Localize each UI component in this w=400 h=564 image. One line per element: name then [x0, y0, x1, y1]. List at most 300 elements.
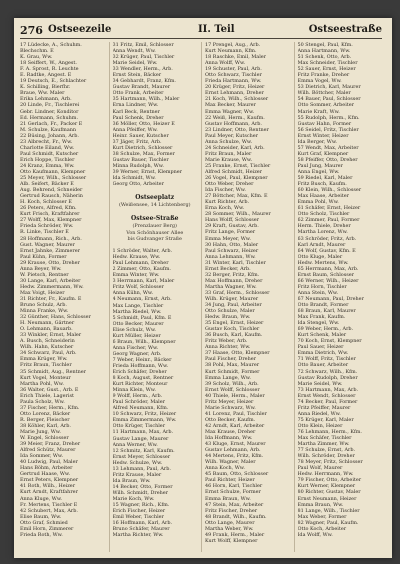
directory-line: 4 Neumann, Ernst, Arb.: [112, 296, 172, 303]
directory-line: 31 Richter, Fr., Kaufm. E: [20, 295, 82, 302]
directory-line: 18 Raschke, Emil, Maler: [205, 54, 267, 61]
directory-line: 30 Hahn, Otto, Maler: [205, 241, 259, 248]
directory-line: 37 Fischer, Herm., Kfm.: [20, 404, 80, 411]
directory-line: 36 Busch, Karl, Kaufm.: [205, 332, 263, 339]
directory-line: 18 Seiffert, W., Angest.: [20, 60, 77, 67]
directory-line: Wilh. Böttcher, Maler: [297, 90, 351, 97]
directory-line: 14 Becker, Otto, Former: [112, 483, 173, 490]
directory-line: Ernst Becker, Arb.: [205, 265, 251, 272]
directory-line: Otto Brandt, Former: [297, 302, 349, 309]
directory-line: Fritz Braun, Tischler: [20, 362, 72, 369]
directory-line: 17 Lüdecke, A., Schuhm.: [20, 42, 82, 48]
directory-line: 7 Weber, Heinr., Bäcker: [112, 356, 172, 363]
directory-line: Max Krause, Dreher: [205, 429, 256, 435]
directory-line: Ernst Peters, Klempner: [20, 477, 79, 484]
directory-line: Charlotte Eiland, Ww.: [20, 144, 75, 151]
directory-line: Otto Becker, Maurer: [112, 320, 164, 327]
directory-line: Kurt Richter, Arb.: [205, 199, 250, 206]
directory-line: 44 Mertens, Fritz, Kfm.: [205, 453, 264, 460]
directory-line: Max Hoffmann, Dreher: [205, 277, 263, 284]
directory-line: Elise Schulz, Ww.: [112, 326, 156, 333]
directory-line: Paul Lehmann, Dreher: [112, 260, 169, 267]
directory-line: Ida Wolff, Ww.: [297, 531, 333, 538]
directory-line: 61 Schäfer, Ernst, Heizer: [297, 205, 361, 212]
directory-line: 41 Lorenz, Paul, Tischler: [205, 410, 267, 417]
left-keyword: Ostseezeile: [48, 24, 112, 35]
directory-line: Paul Kühn, Former: [20, 253, 67, 260]
directory-line: Emma Winter, Ww.: [112, 272, 160, 279]
directory-line: Otto Schwarz, Tischler: [205, 72, 262, 79]
directory-line: Otto Krüger, Tischler: [112, 423, 166, 430]
directory-line: 38 Köhler, Karl, Arb.: [20, 422, 71, 429]
directory-line: Gust. Wagner, Maurer: [20, 241, 75, 248]
directory-line: 28 Sommer, Wilh., Maurer: [205, 211, 271, 218]
directory-line: Martha Pohl, Ww.: [20, 380, 64, 387]
directory-line: Paul Meyer, Kutscher: [205, 132, 259, 139]
directory-line: 48 Brandt, Wilh., Kaufm.: [205, 513, 267, 520]
directory-line: Emma Dietrich, Ww.: [297, 350, 349, 357]
directory-line: 1 Schröder, Walter, Arb.: [112, 248, 173, 255]
directory-line: Ernst Wendt, Schlosser: [297, 392, 356, 399]
directory-line: Minna Franke, Ww.: [20, 308, 69, 315]
directory-line: Bruno Schulz, Arb.: [20, 302, 67, 309]
directory-line: Paul Wolf, Maurer: [297, 465, 343, 472]
directory-line: 3 Herrmann, Karl, Maler: [112, 278, 175, 285]
directory-line: 25 Meyer, Wilh., Schlosser: [20, 175, 87, 182]
directory-line: Wilh. Schmidt, Dreher: [112, 489, 169, 496]
directory-line: 59 Riedel, Karl, Maler: [297, 175, 353, 182]
directory-line: Martha Zimmer, Ww.: [297, 441, 350, 448]
directory-line: Max Voigt, Heizer: [20, 289, 65, 296]
directory-line: Marie Kraft, Ww.: [297, 108, 340, 115]
directory-line: Fritz Fischer, Dreher: [205, 507, 258, 514]
directory-line: 72 Schwarz, Wilh., Kfm.: [297, 368, 358, 375]
directory-line: Anna Kluge, Ww.: [20, 495, 62, 502]
column-1: [20, 42, 105, 552]
directory-line: Minna Klein, Ww.: [112, 387, 156, 394]
directory-line: Frieda Roth, Ww.: [20, 531, 63, 538]
directory-line: 63 Schröder, Fritz, Arb.: [297, 235, 357, 242]
directory-line: Fritz Braun, Maler: [205, 150, 252, 157]
directory-line: 76 Lehmann, Herm., Kfm.: [297, 429, 362, 435]
directory-line: Georg Wagner, Arb.: [112, 350, 162, 357]
directory-line: Erich Thiele, Lagerist: [20, 392, 74, 399]
directory-line: Hedw. Mertens, Ww.: [297, 259, 349, 266]
directory-line: 31 Winter, Karl, Tischler: [205, 259, 266, 266]
directory-line: Paul Schröder, Maler: [112, 399, 165, 406]
directory-line: 74 Becker, Paul, Former: [297, 398, 358, 405]
directory-line: 5 Schmidt, Paul, Kfm. E: [112, 314, 172, 321]
directory-line: Anna Fischer, Ww.: [112, 344, 159, 351]
page-number: 276: [20, 24, 43, 37]
directory-line: Kurt Vogel, Monteur: [20, 374, 71, 381]
directory-line: Fritz Weber, Arb.: [205, 338, 248, 345]
directory-line: Anna Richter, Ww.: [205, 344, 251, 351]
directory-line: K. Schilling, Bierfhr.: [20, 84, 71, 91]
directory-line: bis Gudvanger Straße: [127, 235, 182, 242]
directory-line: Emil Weber, Tischler: [112, 514, 164, 521]
directory-line: Marie Seidel, Ww.: [297, 380, 343, 387]
directory-line: 17 Prengel, Aug., Arb.: [205, 42, 261, 48]
directory-line: 12 Schmitz, Karl, Kaufm.: [112, 447, 175, 454]
directory-line: Alfred Neumann, Kfm.: [112, 405, 169, 412]
directory-line: 75 Krüger, Karl, Maler: [297, 416, 354, 423]
directory-line: Herm. Thiele, Dreher: [297, 223, 351, 230]
directory-line: Minna Rudolph, Ww.: [112, 162, 164, 169]
directory-line: Fritz Meyer, Heizer: [205, 398, 254, 405]
directory-line: 58 Pfeiffer, Otto, Dreher: [297, 156, 358, 163]
directory-line: Marie Schwarz, Ww.: [205, 404, 256, 411]
directory-line: 37 Jäger, Fritz, Arb.: [112, 138, 162, 145]
directory-line: Anna Engel, Ww.: [297, 168, 340, 175]
directory-line: H. Koch, Schlosser E: [20, 199, 72, 206]
directory-line: 27 Böttcher, Max, Kfm. E: [205, 193, 268, 200]
directory-line: Wilh. Schröder, Dreher: [297, 453, 355, 460]
directory-line: 77 Schulze, Ernst, Arb.: [297, 447, 356, 454]
directory-line: 32 Krüger, Paul, Tischler: [112, 54, 175, 61]
directory-line: Martha Richter, Ww.: [112, 532, 164, 539]
directory-line: 55 Rudolph, Herm., Kfm.: [297, 114, 360, 121]
directory-line: 45 Baum, Otto, Schlosser: [205, 471, 269, 478]
directory-line: Gustav Hoffmann, Arb.: [205, 120, 262, 127]
directory-line: 66 Werner, Wilh., Heizer: [297, 277, 359, 284]
directory-line: Ida Stengel, Ww.: [297, 320, 340, 327]
directory-line: Blechschm. E: [20, 48, 54, 55]
directory-line: Erich Fischer, Heizer: [112, 508, 166, 515]
directory-line: Marie Koch, Ww.: [112, 496, 155, 502]
directory-line: 21 Koch, Wilh., Schlosser: [205, 96, 269, 103]
directory-line: Emma Vogel, Ww.: [297, 78, 342, 85]
directory-line: Ernst Jahnke, Zimmerer: [20, 247, 80, 254]
directory-line: Erika Lehmann, Arb.: [20, 96, 72, 103]
directory-line: Anna Pfeiffer, Ww.: [112, 126, 158, 133]
directory-line: Paul Sauer, Heizer: [297, 344, 344, 351]
directory-line: Marie Jung, Ww.: [20, 429, 61, 435]
directory-line: 42 Schubert, Max, Arb.: [20, 507, 78, 514]
directory-line: 24 Schneider, Karl, Arb.: [205, 144, 265, 151]
directory-line: Fritz Horn, Tischler: [297, 283, 347, 290]
directory-line: 29 Kraft, Gustav, Arb.: [205, 223, 259, 230]
directory-line: 23 Albrecht, Fr., Ww.: [20, 138, 73, 145]
directory-line: Ernst Meyer, Schlosser: [112, 453, 171, 460]
directory-line: 35 Schmidt, Aug., Rentner: [20, 368, 86, 375]
directory-line: Ernst Stein, Bäcker: [112, 72, 162, 79]
directory-line: Fritz Lange, Former: [205, 229, 256, 236]
directory-line: Anna Riedel, Ww.: [297, 410, 341, 417]
directory-line: Anna Stein, Ww.: [297, 289, 339, 296]
directory-line: Ida Sommer, Ww.: [20, 453, 64, 460]
directory-line: Paul Schmidt, Kutscher: [20, 150, 79, 157]
directory-line: Hedw. Herrmann, Ww.: [297, 471, 354, 478]
directory-line: 39 Meier, Franz, Dreher: [20, 441, 81, 448]
directory-line: Emma Braun, Ww.: [297, 501, 344, 508]
directory-line: Emma Braun, Ww.: [205, 495, 251, 502]
directory-line: Anna Koch, Ww.: [205, 465, 245, 472]
directory-line: 2 Zimmer, Otto, Kaufm.: [112, 266, 171, 273]
directory-line: 10 Schwarz, Fritz, Heizer: [112, 411, 177, 418]
directory-line: 28 Hoffmann, Rich., Arb.: [20, 235, 82, 242]
directory-line: Marie Seidel, Ww.: [112, 60, 158, 67]
directory-line: Emma Wagner, Ww.: [205, 108, 255, 115]
directory-line: 40 Thiele, Herm., Maler: [205, 392, 265, 399]
directory-line: Gertrud Haase, Ww.: [20, 471, 71, 478]
directory-line: Anna Hartmann, Ww.: [297, 48, 351, 55]
directory-line: Paul Schwarz, Heizer: [205, 247, 259, 254]
directory-line: 71 Wolff, Fritz, Tischler: [297, 356, 356, 363]
directory-line: (Weißensee, 14 Lichtenberg): [118, 202, 191, 209]
directory-line: 51 Schenk, Otto, Arb.: [297, 54, 352, 61]
directory-line: Elise Baum, Ww.: [20, 513, 62, 520]
directory-line: Karl Arndt, Maurer: [297, 241, 346, 248]
directory-line: R. Linke, Tischler E: [20, 229, 69, 236]
directory-line: 54 Bauer, Paul, Schlosser: [297, 96, 361, 103]
directory-line: Frieda Schröder, Ww.: [20, 223, 74, 230]
directory-line: 40 Ludwig, Paul, Maler: [20, 459, 78, 466]
directory-line: Emma Pohl, Ww.: [297, 199, 339, 206]
directory-line: 29 Krause, Otto, Dreher: [20, 259, 80, 266]
directory-line: 69 Weber, Herm., Arb.: [297, 326, 354, 333]
directory-line: 82 Wagner, Paul, Kaufm.: [297, 519, 359, 526]
directory-line: 52 Sauer, Ernst, Heizer: [297, 66, 356, 73]
directory-line: Gustav Lehmann, Arb.: [205, 447, 261, 454]
directory-line: 65 Herrmann, Max, Arb.: [297, 265, 359, 272]
directory-line: 73 Hartmann, Max, Arb.: [297, 386, 359, 393]
directory-line: Emil Horn, Zimmerer: [20, 525, 74, 532]
directory-line: 6 Braun, Wilh., Klempner: [112, 338, 176, 345]
directory-line: 81 Lange, Wilh., Tischler: [297, 507, 360, 514]
directory-line: E. Radtke, Angest. E: [20, 72, 72, 79]
directory-line: Otto Becker, Kaufm.: [205, 416, 256, 423]
directory-line: Anna Kühn, Ww.: [112, 290, 154, 297]
directory-line: 27 Wolff, Max, Klempner: [20, 217, 82, 224]
directory-line: 38 Schulze, Max, Former: [112, 150, 175, 157]
directory-line: 23 Lindner, Otto, Rentner: [205, 126, 269, 133]
directory-line: Emma Krüger, Ww.: [20, 356, 68, 363]
directory-line: Gertrud Rausch, Näherin: [20, 193, 83, 200]
directory-line: Emma Lange, Ww.: [205, 374, 251, 381]
directory-line: 35 Engel, Ernst, Heizer: [205, 320, 264, 327]
directory-line: 33 Wendler, Herm., Arb.: [112, 66, 173, 73]
directory-line: Erich Schäfer, Dreher: [112, 369, 167, 376]
directory-line: Gustav Brandt, Maurer: [112, 84, 171, 91]
directory-line: Martha Lorenz, Ww.: [297, 229, 348, 236]
directory-line: Kurt Frisch, Kraftfahrer: [20, 211, 80, 218]
directory-line: Alfred Schütz, Maurer: [20, 447, 76, 454]
directory-line: Otto Scholz, Tischler: [297, 211, 350, 218]
directory-line: Hans Wolff, Schlosser: [205, 217, 260, 224]
directory-line: Martha Wagner, Ww.: [205, 283, 257, 290]
directory-line: 34 Jung, Paul, Arbeiter: [205, 302, 262, 309]
directory-line: Heinr. Sauer, Kutscher: [112, 132, 169, 139]
directory-line: 32 Berger, Fritz, Kfm.: [205, 271, 260, 278]
directory-line: Otto Frank, Arbeiter: [112, 90, 164, 97]
directory-page: [14, 18, 392, 558]
directory-line: 39 Scholz, Wilh., Arb.: [205, 380, 259, 387]
directory-line: Karl Beck, Rentner: [112, 108, 160, 115]
directory-line: H. Neumann, Gärtner: [20, 320, 75, 327]
directory-line: 19 Deutsch, E., Schlachter: [20, 78, 87, 85]
directory-line: Anna Lehmann, Ww.: [205, 253, 256, 260]
directory-line: 50 Stengel, Paul, Kfm.: [297, 42, 353, 48]
directory-line: Paul Schenk, Dreher: [112, 114, 164, 121]
directory-line: 33 Graf, Herm., Schlosser: [205, 289, 270, 296]
directory-line: 15 Wagner, Rich., Kfm.: [112, 502, 170, 509]
directory-line: Erna Lindner, Ww.: [112, 102, 159, 109]
directory-line: Max Becker, Maurer: [205, 102, 256, 109]
column-3: [201, 42, 290, 552]
directory-line: Kurt Werner, Klempner: [297, 483, 356, 490]
directory-line: Gebr. Lindner, Konditor: [20, 108, 79, 115]
directory-line: Frieda Hoffmann, Ww.: [112, 362, 169, 369]
directory-line: Anna Wolff, Ww.: [205, 60, 246, 67]
directory-line: Gustav Lange, Maurer: [112, 435, 169, 442]
directory-line: Ida Schmidt, Ww.: [112, 175, 156, 182]
directory-line: Ida Fischer, Ww.: [205, 187, 246, 194]
directory-line: Alb. Seifert, Bäcker E: [20, 181, 74, 188]
directory-line: Ernst Wolff, Schlosser: [205, 386, 260, 393]
directory-line: 35 Hartmann, Wilh., Maler: [112, 96, 180, 103]
directory-line: O. Lehmann, Bauarb.: [20, 326, 73, 333]
directory-line: Otto Lange, Maurer: [205, 519, 255, 526]
directory-line: K. Grau, Ww.: [20, 54, 53, 61]
directory-line: Otto Kaufmann, Klempner: [20, 168, 86, 175]
directory-line: Marie Krause, Ww.: [205, 156, 253, 163]
directory-line: Otto Lorenz, Bäcker: [20, 410, 71, 417]
directory-line: Braue, Ww. Maler: [20, 90, 65, 97]
directory-line: 20 Linde, Fr., Tischlerei: [20, 102, 80, 109]
directory-line: Kurt Dietrich, Schlosser: [112, 144, 173, 151]
directory-line: 64 Wolf, Gustav, Kfm. E: [297, 247, 356, 254]
directory-line: Kurt Arndt, Kraftfahrer: [20, 489, 78, 496]
directory-line: 43 Kluge, Ernst, Maurer: [205, 441, 266, 448]
directory-line: Alfred Schmidt, Heizer: [205, 168, 263, 175]
directory-line: Paul Richter, Heizer: [205, 477, 255, 484]
directory-line: 67 Neumann, Paul, Dreher: [297, 295, 364, 302]
directory-line: Gustav Bauer, Tischler: [112, 156, 169, 163]
columns: [20, 42, 382, 552]
directory-line: A. Busch, Schneiderin: [20, 338, 75, 345]
directory-line: Paul Fischer, Dreher: [205, 356, 256, 363]
directory-line: Martha Riedel, Ww.: [112, 308, 162, 315]
directory-line: Erna Koch, Ww.: [205, 205, 245, 212]
directory-line: 21 Gerlach, Fr., Packer E: [20, 120, 83, 127]
directory-line: 22 Weiß, Herm., Kaufm.: [205, 114, 265, 121]
directory-line: Martha Weber, Ww.: [205, 525, 254, 532]
directory-line: Hedw. Krause, Ww.: [112, 254, 161, 261]
directory-line: 80 Richter, Gustav, Maler: [297, 489, 361, 496]
directory-line: Otto Graf, Schmied: [20, 519, 68, 526]
directory-line: Ernst Neumann, Heizer: [297, 495, 357, 502]
street-heading: Ostsee-Straße: [131, 215, 179, 223]
directory-line: 60 Klein, Wilh., Schlosser: [297, 187, 362, 194]
directory-line: Fritz Wolf, Schlosser: [112, 284, 164, 291]
directory-line: 11 Hartmann, Max, Arb.: [112, 429, 174, 436]
directory-line: 38 Pohl, Max, Maurer: [205, 362, 260, 369]
directory-line: F. A. Sprost, R. Leuchte: [20, 66, 79, 73]
directory-line: 49 Frank, Herm., Maler: [205, 531, 265, 538]
directory-line: 24 Kranz, Emma, Ww.: [20, 162, 75, 169]
directory-line: 13 Lehmann, Paul, Arb.: [112, 465, 171, 472]
directory-line: Gustav Rudolph, Dreher: [297, 374, 358, 381]
directory-line: Emma Zimmermann, Ww.: [112, 417, 177, 424]
directory-line: Hedw. Zimmermann, Ww.: [20, 283, 84, 290]
directory-line: 56 Seidel, Fritz, Tischler: [297, 126, 359, 133]
directory-line: Max Frank, Kaufm.: [297, 314, 346, 321]
directory-line: Paul Jung, Maurer: [297, 162, 343, 169]
directory-line: 33 Winkler, Ernst, Maler: [20, 332, 82, 339]
directory-line: 25 Franke, Ernst, Tischler: [205, 162, 271, 169]
directory-line: Hans Böhm, Arbeiter: [20, 465, 73, 472]
directory-line: Anna Wendt, Ww.: [112, 48, 156, 55]
directory-line: Paula Scholz, Ww.: [20, 398, 65, 405]
directory-line: 53 Dietrich, Karl, Maurer: [297, 84, 361, 91]
directory-line: 68 Braun, Karl, Maurer: [297, 308, 356, 315]
directory-line: Fritz Franke, Dreher: [297, 72, 350, 79]
running-head: [20, 24, 382, 39]
directory-line: Gustav Koch, Tischler: [205, 326, 260, 333]
directory-line: Max Weber, Former: [297, 513, 347, 520]
directory-line: Wilh. Hahn, Kutscher: [20, 344, 74, 351]
directory-line: Anna Werner, Ww.: [112, 441, 158, 448]
directory-line: Gustav Hahn, Former: [297, 120, 352, 127]
directory-line: Hedw. Braun, Ww.: [205, 314, 251, 321]
directory-line: Ida Braun, Ww.: [112, 477, 151, 484]
directory-line: 8 Koch, August, Rentner: [112, 375, 174, 382]
directory-line: Ed. Hermann, Schuhm.: [20, 114, 78, 121]
directory-line: Fritz Krause, Maler: [112, 471, 162, 478]
directory-line: Otto Weber, Dreher: [205, 181, 254, 188]
directory-line: Ernst Winter, Heizer: [297, 132, 349, 139]
directory-line: 57 Wendt, Max, Arbeiter: [297, 144, 359, 151]
directory-line: R. Berger, Fleischer: [20, 416, 70, 423]
directory-line: Bruno Schäfer, Maurer: [112, 526, 170, 533]
directory-line: 37 Haase, Otto, Klempner: [205, 350, 270, 357]
directory-line: 42 Arndt, Karl, Arbeiter: [205, 422, 265, 429]
directory-line: 32 Günther, Hans, Schlosser: [20, 314, 91, 321]
directory-line: Kurt Neumann, Kfm.: [205, 48, 257, 55]
directory-line: 39 Werner, Ernst, Klempner: [112, 168, 182, 175]
directory-line: 22 Büsing, Johann, Arb.: [20, 132, 79, 139]
directory-line: Kurt Müller, Heizer: [112, 332, 161, 339]
directory-line: Kurt Graf, Klempner: [297, 150, 349, 157]
directory-line: (Prenzlauer Berg): [132, 223, 177, 230]
directory-line: Hedw. Schulze, Ww.: [112, 459, 163, 466]
directory-line: Aug. Behrend, Schneider: [20, 187, 83, 194]
directory-line: Ida Berger, Ww.: [297, 138, 337, 145]
directory-line: Fritz Busch, Kaufm.: [297, 181, 347, 188]
street-heading: Ostseeplatz: [135, 194, 175, 202]
directory-line: 47 Stein, Max, Arbeiter: [205, 501, 264, 508]
directory-line: Fritz Pfeiffer, Maurer: [297, 404, 351, 411]
directory-line: 19 Schuster, Paul, Arb.: [205, 66, 262, 73]
directory-line: 26 Peters, Alfred, Kfm.: [20, 205, 77, 212]
directory-line: Anna Beyer, Ww.: [20, 265, 62, 272]
directory-line: Fr. Mertens, Tischler E: [20, 501, 78, 508]
directory-line: Otto Sommer, Arbeiter: [297, 102, 354, 109]
part-title: II. Teil: [198, 24, 235, 35]
directory-line: 46 Horn, Karl, Tischler: [205, 483, 263, 490]
directory-line: 31 Fritz, Emil, Schlosser: [112, 42, 174, 48]
column-4: [294, 42, 383, 552]
directory-line: W. Engel, Schlosser: [20, 435, 69, 442]
directory-line: Wilh. Wagner, Maler: [205, 459, 256, 466]
directory-line: Kurt Wolff, Klempner: [205, 537, 258, 544]
directory-line: Ernst Baum, Schlosser: [297, 271, 354, 278]
directory-line: Von Schönhauser Allee: [126, 229, 184, 236]
directory-line: 34 Schwarz, Paul, Arb.: [20, 350, 77, 357]
directory-line: Kurt Schenk, Maler: [297, 332, 347, 339]
directory-line: Georg Otto, Arbeiter: [112, 181, 164, 188]
